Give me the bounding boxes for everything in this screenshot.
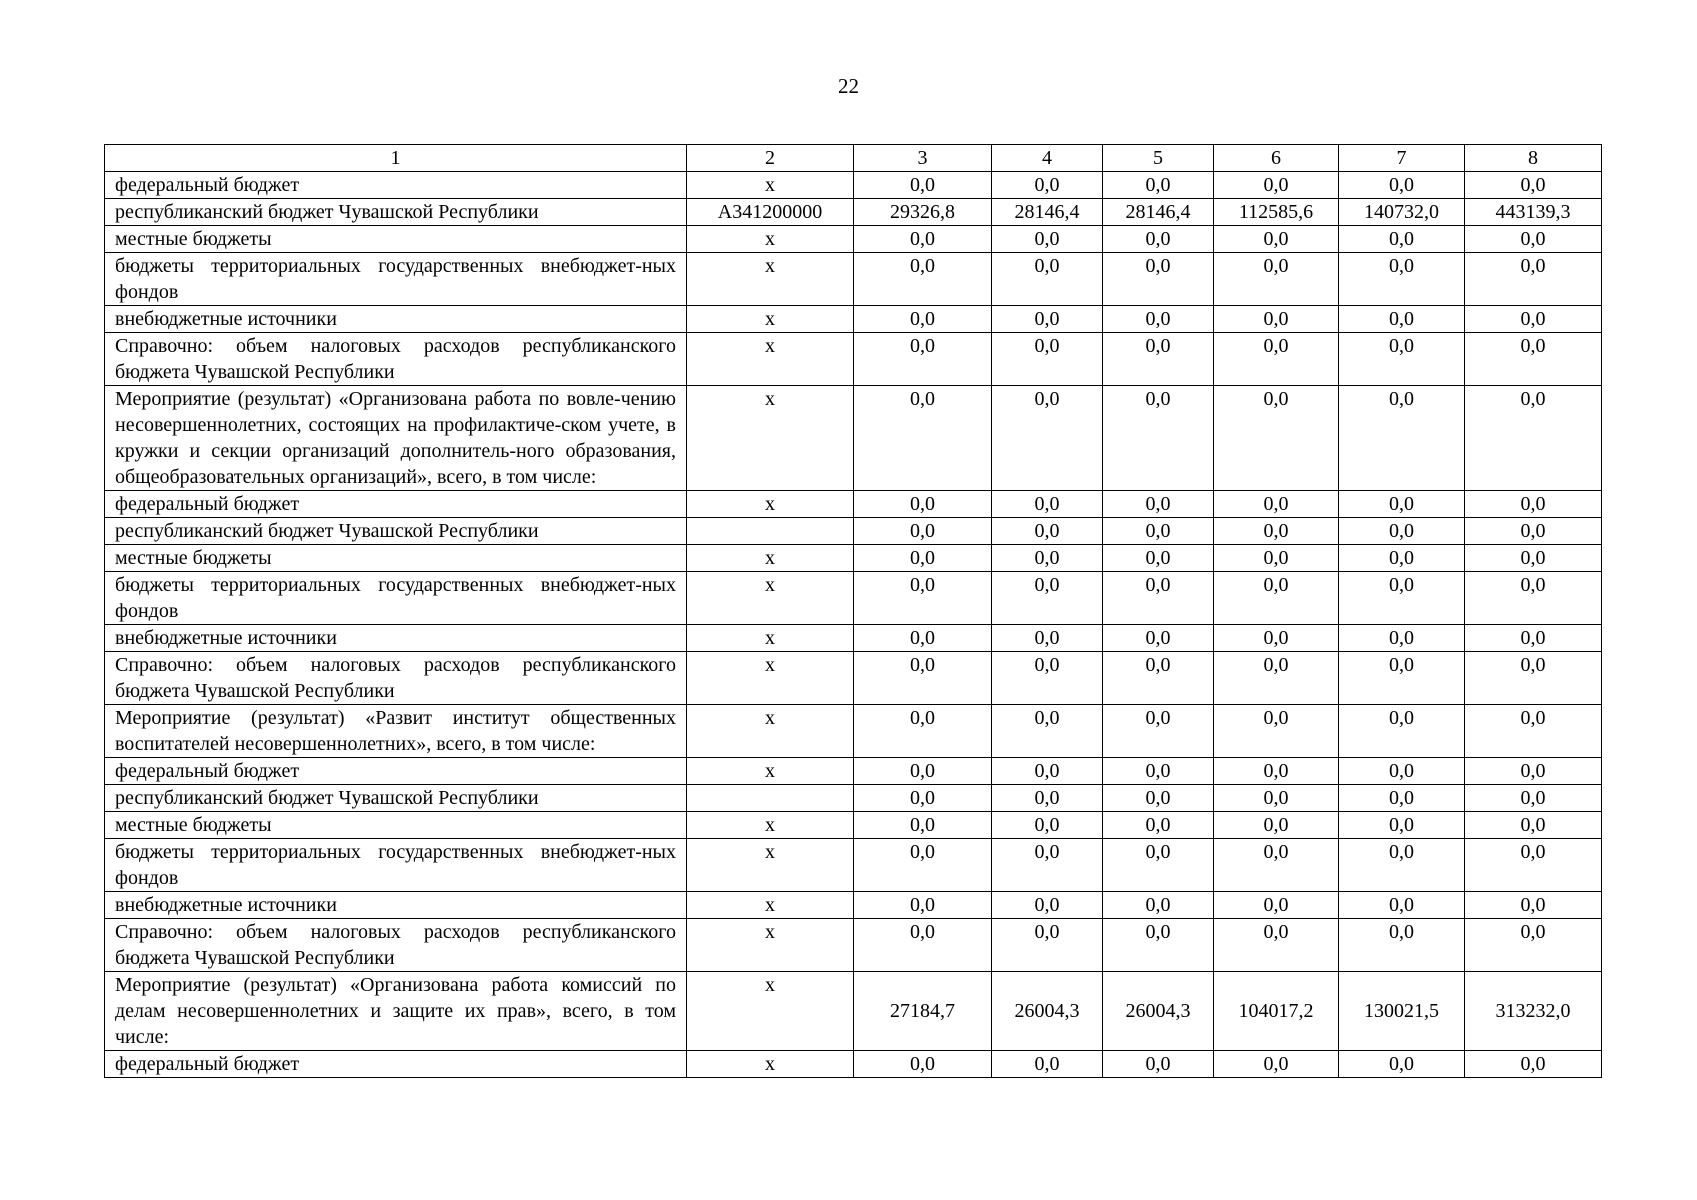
row-value: 28146,4 xyxy=(992,199,1103,226)
row-value: 0,0 xyxy=(1103,226,1214,253)
row-value: 0,0 xyxy=(992,625,1103,652)
row-value: 0,0 xyxy=(992,333,1103,386)
row-value: 0,0 xyxy=(992,892,1103,919)
row-value: 0,0 xyxy=(1214,226,1339,253)
row-label: Мероприятие (результат) «Организована работа по вовле-чению несовершеннолетних, состоящих на профилактиче-ском учете, в кружки и секции организаций дополнитель-ного образования, общеобразовательных организаций», всего, в том числе: xyxy=(105,386,687,491)
row-value: 0,0 xyxy=(1103,491,1214,518)
row-value: 0,0 xyxy=(1214,333,1339,386)
row-label: федеральный бюджет xyxy=(105,491,687,518)
row-value: 0,0 xyxy=(1339,705,1465,758)
row-value: 26004,3 xyxy=(1103,972,1214,1051)
row-code: х xyxy=(687,812,854,839)
column-number: 4 xyxy=(992,145,1103,172)
column-number: 3 xyxy=(854,145,992,172)
table-row xyxy=(105,785,1602,812)
row-label: Мероприятие (результат) «Организована работа комиссий по делам несовершеннолетних и защите их прав», всего, в том числе: xyxy=(105,972,687,1051)
row-value: 0,0 xyxy=(1103,333,1214,386)
row-value: 0,0 xyxy=(992,491,1103,518)
row-value: 0,0 xyxy=(1339,892,1465,919)
row-code: х xyxy=(687,572,854,625)
row-value: 0,0 xyxy=(1465,839,1602,892)
row-code: х xyxy=(687,306,854,333)
row-value: 0,0 xyxy=(1214,545,1339,572)
row-value: 0,0 xyxy=(1214,812,1339,839)
column-number: 6 xyxy=(1214,145,1339,172)
row-value: 0,0 xyxy=(854,919,992,972)
row-label: бюджеты территориальных государственных внебюджет-ных фондов xyxy=(105,253,687,306)
row-label: внебюджетные источники xyxy=(105,625,687,652)
row-value: 0,0 xyxy=(854,306,992,333)
row-code xyxy=(687,785,854,812)
table-row xyxy=(105,705,1602,758)
budget-table xyxy=(104,144,1602,1078)
row-value: 0,0 xyxy=(1339,652,1465,705)
table-row xyxy=(105,919,1602,972)
row-value: 0,0 xyxy=(1339,1051,1465,1078)
table-row xyxy=(105,253,1602,306)
row-value: 130021,5 xyxy=(1339,972,1465,1051)
row-value: 0,0 xyxy=(1214,386,1339,491)
table-row xyxy=(105,972,1602,1051)
row-value: 443139,3 xyxy=(1465,199,1602,226)
row-value: 0,0 xyxy=(1103,572,1214,625)
row-value: 0,0 xyxy=(854,386,992,491)
row-value: 0,0 xyxy=(992,518,1103,545)
row-value: 0,0 xyxy=(1339,226,1465,253)
row-label: Справочно: объем налоговых расходов республиканского бюджета Чувашской Республики xyxy=(105,333,687,386)
row-value: 0,0 xyxy=(1465,491,1602,518)
row-label: местные бюджеты xyxy=(105,226,687,253)
row-label: внебюджетные источники xyxy=(105,306,687,333)
row-value: 0,0 xyxy=(992,758,1103,785)
row-value: 0,0 xyxy=(1214,892,1339,919)
row-value: 0,0 xyxy=(1214,785,1339,812)
row-value: 0,0 xyxy=(854,705,992,758)
row-value: 0,0 xyxy=(854,1051,992,1078)
row-value: 0,0 xyxy=(1339,518,1465,545)
row-value: 0,0 xyxy=(854,491,992,518)
row-label: федеральный бюджет xyxy=(105,1051,687,1078)
row-code: х xyxy=(687,226,854,253)
row-code xyxy=(687,518,854,545)
row-value: 104017,2 xyxy=(1214,972,1339,1051)
row-value: 0,0 xyxy=(1339,785,1465,812)
page-number: 22 xyxy=(838,74,859,98)
table-row xyxy=(105,491,1602,518)
row-value: 0,0 xyxy=(992,306,1103,333)
row-code: х xyxy=(687,333,854,386)
row-code: х xyxy=(687,652,854,705)
row-code: х xyxy=(687,625,854,652)
row-label: Справочно: объем налоговых расходов республиканского бюджета Чувашской Республики xyxy=(105,652,687,705)
row-value: 0,0 xyxy=(992,253,1103,306)
row-value: 0,0 xyxy=(1214,758,1339,785)
column-number: 7 xyxy=(1339,145,1465,172)
row-value: 0,0 xyxy=(1214,172,1339,199)
row-label: республиканский бюджет Чувашской Республики xyxy=(105,785,687,812)
row-value: 0,0 xyxy=(1465,386,1602,491)
table-row xyxy=(105,306,1602,333)
row-value: 0,0 xyxy=(1103,892,1214,919)
row-label: местные бюджеты xyxy=(105,545,687,572)
row-value: 0,0 xyxy=(992,572,1103,625)
row-value: 0,0 xyxy=(992,226,1103,253)
table-row xyxy=(105,652,1602,705)
row-value: 0,0 xyxy=(1103,1051,1214,1078)
row-value: 0,0 xyxy=(1339,919,1465,972)
row-value: 0,0 xyxy=(1339,839,1465,892)
row-value: 0,0 xyxy=(1339,333,1465,386)
row-value: 0,0 xyxy=(1465,306,1602,333)
row-value: 0,0 xyxy=(854,333,992,386)
row-value: 0,0 xyxy=(1339,491,1465,518)
row-value: 0,0 xyxy=(992,919,1103,972)
row-code: х xyxy=(687,758,854,785)
row-value: 140732,0 xyxy=(1339,199,1465,226)
row-value: 0,0 xyxy=(992,785,1103,812)
row-value: 0,0 xyxy=(1103,812,1214,839)
row-value: 0,0 xyxy=(1214,919,1339,972)
table-row xyxy=(105,572,1602,625)
row-value: 0,0 xyxy=(1103,253,1214,306)
row-value: 0,0 xyxy=(1339,172,1465,199)
row-value: 0,0 xyxy=(1214,625,1339,652)
row-value: 0,0 xyxy=(854,785,992,812)
column-number: 8 xyxy=(1465,145,1602,172)
column-number: 5 xyxy=(1103,145,1214,172)
row-value: 112585,6 xyxy=(1214,199,1339,226)
row-value: 0,0 xyxy=(1103,705,1214,758)
row-value: 0,0 xyxy=(1214,839,1339,892)
row-value: 0,0 xyxy=(1214,491,1339,518)
row-value: 0,0 xyxy=(992,1051,1103,1078)
row-value: 313232,0 xyxy=(1465,972,1602,1051)
row-label: бюджеты территориальных государственных внебюджет-ных фондов xyxy=(105,839,687,892)
row-code: х xyxy=(687,972,854,1051)
row-value: 0,0 xyxy=(992,545,1103,572)
row-label: Мероприятие (результат) «Развит институт общественных воспитателей несовершеннолетних», всего, в том числе: xyxy=(105,705,687,758)
row-value: 0,0 xyxy=(992,172,1103,199)
row-value: 0,0 xyxy=(1339,306,1465,333)
row-code: х xyxy=(687,253,854,306)
row-value: 0,0 xyxy=(992,839,1103,892)
row-value: 0,0 xyxy=(1103,172,1214,199)
row-value: 0,0 xyxy=(992,386,1103,491)
column-number: 1 xyxy=(105,145,687,172)
table-row xyxy=(105,333,1602,386)
row-value: 27184,7 xyxy=(854,972,992,1051)
row-value: 0,0 xyxy=(1103,652,1214,705)
table-row xyxy=(105,226,1602,253)
row-value: 0,0 xyxy=(1103,919,1214,972)
row-value: 0,0 xyxy=(1339,625,1465,652)
row-value: 0,0 xyxy=(1465,1051,1602,1078)
row-value: 0,0 xyxy=(1103,386,1214,491)
row-value: 28146,4 xyxy=(1103,199,1214,226)
row-value: 0,0 xyxy=(1103,545,1214,572)
row-value: 0,0 xyxy=(1465,652,1602,705)
table-row xyxy=(105,172,1602,199)
row-label: бюджеты территориальных государственных внебюджет-ных фондов xyxy=(105,572,687,625)
row-value: 0,0 xyxy=(992,652,1103,705)
row-value: 0,0 xyxy=(1103,758,1214,785)
row-label: федеральный бюджет xyxy=(105,758,687,785)
column-number: 2 xyxy=(687,145,854,172)
table-body xyxy=(105,145,1602,1078)
row-value: 0,0 xyxy=(854,518,992,545)
row-value: 0,0 xyxy=(1339,253,1465,306)
row-value: 0,0 xyxy=(1465,253,1602,306)
row-value: 0,0 xyxy=(1465,518,1602,545)
table-row xyxy=(105,386,1602,491)
row-value: 0,0 xyxy=(1214,518,1339,545)
row-value: 0,0 xyxy=(1214,652,1339,705)
row-value: 0,0 xyxy=(854,625,992,652)
row-code: А341200000 xyxy=(687,199,854,226)
table-row xyxy=(105,518,1602,545)
row-value: 0,0 xyxy=(1465,625,1602,652)
table-row xyxy=(105,545,1602,572)
row-value: 0,0 xyxy=(854,572,992,625)
row-code: х xyxy=(687,892,854,919)
row-value: 29326,8 xyxy=(854,199,992,226)
row-value: 0,0 xyxy=(854,652,992,705)
row-label: Справочно: объем налоговых расходов республиканского бюджета Чувашской Республики xyxy=(105,919,687,972)
row-value: 0,0 xyxy=(1214,1051,1339,1078)
row-value: 0,0 xyxy=(1103,518,1214,545)
row-value: 0,0 xyxy=(1465,572,1602,625)
row-value: 0,0 xyxy=(1465,812,1602,839)
table-row xyxy=(105,839,1602,892)
row-code: х xyxy=(687,386,854,491)
row-label: республиканский бюджет Чувашской Республики xyxy=(105,518,687,545)
row-code: х xyxy=(687,919,854,972)
row-value: 0,0 xyxy=(1103,839,1214,892)
row-code: х xyxy=(687,839,854,892)
row-label: республиканский бюджет Чувашской Республики xyxy=(105,199,687,226)
row-code: х xyxy=(687,172,854,199)
row-code: х xyxy=(687,705,854,758)
table-row xyxy=(105,812,1602,839)
row-value: 0,0 xyxy=(1465,333,1602,386)
row-value: 0,0 xyxy=(1214,572,1339,625)
row-value: 0,0 xyxy=(854,253,992,306)
row-code: х xyxy=(687,491,854,518)
row-value: 0,0 xyxy=(854,892,992,919)
row-label: местные бюджеты xyxy=(105,812,687,839)
table-row xyxy=(105,625,1602,652)
row-value: 0,0 xyxy=(1465,892,1602,919)
table-row xyxy=(105,892,1602,919)
table-row xyxy=(105,1051,1602,1078)
row-label: внебюджетные источники xyxy=(105,892,687,919)
row-value: 0,0 xyxy=(854,812,992,839)
row-value: 0,0 xyxy=(1465,705,1602,758)
table-row xyxy=(105,199,1602,226)
row-value: 0,0 xyxy=(1214,306,1339,333)
row-value: 26004,3 xyxy=(992,972,1103,1051)
row-value: 0,0 xyxy=(1339,812,1465,839)
row-value: 0,0 xyxy=(1103,306,1214,333)
row-value: 0,0 xyxy=(854,545,992,572)
row-label: федеральный бюджет xyxy=(105,172,687,199)
row-value: 0,0 xyxy=(1339,572,1465,625)
row-value: 0,0 xyxy=(1103,785,1214,812)
row-value: 0,0 xyxy=(854,758,992,785)
row-code: х xyxy=(687,1051,854,1078)
row-value: 0,0 xyxy=(1339,386,1465,491)
row-value: 0,0 xyxy=(854,172,992,199)
row-value: 0,0 xyxy=(1214,253,1339,306)
row-code: х xyxy=(687,545,854,572)
column-number-row xyxy=(105,145,1602,172)
row-value: 0,0 xyxy=(992,812,1103,839)
row-value: 0,0 xyxy=(854,839,992,892)
row-value: 0,0 xyxy=(1103,625,1214,652)
row-value: 0,0 xyxy=(1465,545,1602,572)
row-value: 0,0 xyxy=(1214,705,1339,758)
row-value: 0,0 xyxy=(1465,226,1602,253)
table-row xyxy=(105,758,1602,785)
row-value: 0,0 xyxy=(1339,758,1465,785)
row-value: 0,0 xyxy=(992,705,1103,758)
row-value: 0,0 xyxy=(1465,172,1602,199)
row-value: 0,0 xyxy=(1465,758,1602,785)
row-value: 0,0 xyxy=(1339,545,1465,572)
row-value: 0,0 xyxy=(1465,785,1602,812)
row-value: 0,0 xyxy=(854,226,992,253)
row-value: 0,0 xyxy=(1465,919,1602,972)
